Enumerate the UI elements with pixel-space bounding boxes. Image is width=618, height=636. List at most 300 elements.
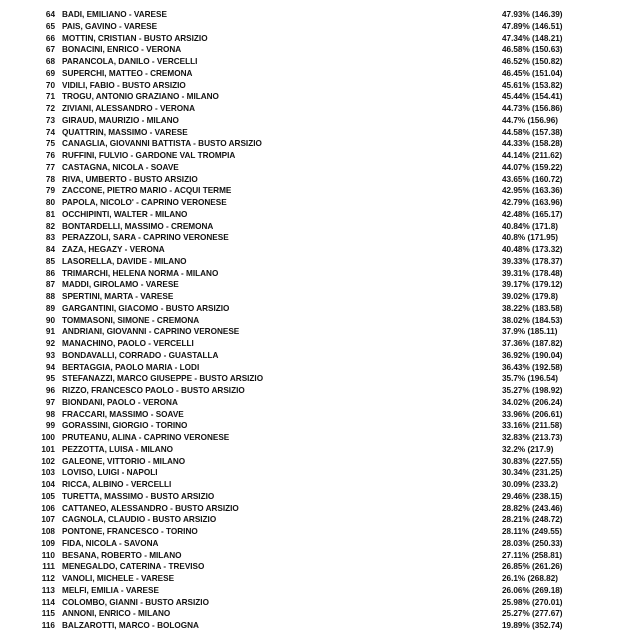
competitor-cell (62, 80, 186, 92)
competitor-city: MILANO (146, 115, 179, 125)
table-row (0, 221, 618, 233)
competitor-city: MILANO (152, 456, 186, 466)
table-row (0, 244, 618, 256)
competitor-name: GALEONE, VITTORIO (62, 456, 146, 466)
competitor-city: MILANO (149, 550, 182, 560)
rank-cell: 81 (45, 209, 55, 219)
name-city-separator: - (147, 127, 155, 137)
name-city-separator: - (136, 433, 144, 442)
competitor-name: RICCA, ALBINO (62, 480, 124, 489)
score-cell: 44.33% (158.28) (502, 139, 563, 149)
name-city-separator: - (167, 503, 176, 513)
rank-cell: 87 (45, 280, 55, 290)
table-row (0, 608, 618, 620)
competitor-name: BERTAGGIA, PAOLO MARIA (62, 362, 173, 372)
rank-cell: 115 (41, 609, 55, 619)
competitor-name: BONDAVALLI, CORRADO (62, 350, 162, 360)
name-city-separator: - (172, 362, 180, 372)
name-city-separator: - (173, 386, 182, 395)
score-cell: 44.14% (211.62) (502, 151, 563, 160)
competitor-name: QUATTRIN, MASSIMO (62, 127, 148, 137)
score-cell: 47.89% (146.51) (502, 21, 563, 31)
competitor-name: ZIVIANI, ALESSANDRO (62, 104, 153, 113)
competitor-cell (62, 573, 174, 585)
table-row (0, 303, 618, 315)
score-cell: 33.16% (211.58) (502, 421, 563, 431)
name-city-separator: - (147, 209, 156, 219)
name-city-separator: - (116, 21, 125, 31)
rank-cell: 95 (45, 374, 55, 384)
table-row (0, 338, 618, 350)
table-row (0, 21, 618, 33)
competitor-city: MILANO (154, 256, 187, 266)
competitor-cell (62, 373, 263, 385)
score-cell: 39.02% (179.8) (502, 292, 558, 301)
name-city-separator: - (133, 198, 142, 207)
table-row (0, 385, 618, 397)
competitor-name: FIDA, NICOLA (62, 538, 117, 548)
competitor-name: VIDILI, FABIO (62, 80, 115, 90)
competitor-name: ZACCONE, PIETRO MARIO (62, 186, 168, 196)
competitor-city: BOLOGNA (157, 621, 199, 630)
competitor-name: RIZZO, FRANCESCO PAOLO (62, 386, 174, 395)
name-city-separator: - (139, 115, 147, 125)
name-city-separator: - (158, 527, 167, 536)
name-city-separator: - (146, 327, 154, 337)
competitor-city: BUSTO ARSIZIO (122, 80, 186, 90)
competitor-cell (62, 432, 229, 444)
table-row (0, 197, 618, 209)
competitor-name: STEFANAZZI, MARCO GIUSEPPE (62, 374, 193, 384)
competitor-city: BUSTO ARSIZIO (181, 386, 245, 395)
name-city-separator: - (167, 186, 175, 196)
competitor-city: ACQUI TERME (174, 186, 232, 196)
name-city-separator: - (163, 221, 172, 231)
competitor-name: FRACCARI, MASSIMO (62, 409, 149, 419)
competitor-city: VERCELLI (130, 480, 172, 489)
competitor-city: BUSTO ARSIZIO (198, 139, 262, 149)
table-row (0, 479, 618, 491)
table-row (0, 103, 618, 115)
competitor-city: CREMONA (171, 221, 214, 231)
competitor-name: COLOMBO, GIANNI (62, 597, 138, 607)
table-row (0, 326, 618, 338)
competitor-city: BUSTO ARSIZIO (134, 174, 198, 184)
competitor-name: PARANCOLA, DANILO (62, 57, 150, 66)
competitor-cell (62, 350, 218, 362)
name-city-separator: - (116, 538, 125, 548)
competitor-cell (62, 197, 227, 209)
table-row (0, 503, 618, 515)
table-row (0, 9, 618, 21)
score-cell: 25.98% (270.01) (502, 597, 563, 607)
rank-cell: 101 (41, 444, 55, 454)
score-cell: 35.7% (196.54) (502, 374, 558, 384)
name-city-separator: - (152, 104, 160, 113)
rank-cell: 72 (45, 104, 55, 113)
table-row (0, 279, 618, 291)
name-city-separator: - (145, 456, 153, 466)
competitor-cell (62, 185, 231, 197)
competitor-cell (62, 620, 199, 632)
competitor-name: PEZZOTTA, LUISA (62, 444, 134, 454)
competitor-name: MELFI, EMILIA (62, 585, 119, 595)
name-city-separator: - (137, 597, 146, 607)
score-cell: 38.22% (183.58) (502, 303, 563, 313)
rank-cell: 96 (45, 386, 55, 395)
competitor-name: CASTAGNA, NICOLA (62, 162, 144, 172)
competitor-city: BUSTO ARSIZIO (199, 374, 264, 384)
name-city-separator: - (126, 174, 135, 184)
name-city-separator: - (146, 256, 155, 266)
score-cell: 47.93% (146.39) (502, 10, 563, 19)
rank-cell: 93 (45, 350, 55, 360)
table-row (0, 620, 618, 632)
competitor-cell (62, 127, 188, 139)
table-row (0, 56, 618, 68)
competitor-city: VERONA (159, 104, 195, 113)
rank-cell: 84 (45, 245, 55, 254)
competitor-name: VANOLI, MICHELE (62, 574, 134, 583)
score-cell: 44.7% (156.96) (502, 115, 558, 125)
competitor-city: VERONA (146, 45, 182, 55)
competitor-name: MOTTIN, CRISTIAN (62, 33, 137, 43)
competitor-city: VERCELLI (153, 339, 194, 348)
competitor-city: CAPRINO VERONESE (143, 433, 230, 442)
table-row (0, 573, 618, 585)
competitor-cell (62, 585, 159, 597)
score-cell: 42.95% (163.36) (502, 186, 563, 196)
name-city-separator: - (148, 409, 156, 419)
competitor-cell (62, 338, 194, 350)
rank-cell: 98 (45, 409, 55, 419)
competitor-city: GARDONE VAL TROMPIA (135, 151, 236, 160)
competitor-cell (62, 103, 195, 115)
competitor-cell (62, 291, 173, 303)
competitor-name: BADI, EMILIANO (62, 10, 127, 19)
competitor-name: ANDRIANI, GIOVANNI (62, 327, 147, 337)
competitor-cell (62, 397, 178, 409)
competitor-name: SPERTINI, MARTA (62, 292, 133, 301)
name-city-separator: - (141, 550, 150, 560)
competitor-cell (62, 491, 214, 503)
name-city-separator: - (178, 268, 187, 278)
rank-cell: 65 (45, 21, 55, 31)
name-city-separator: - (158, 303, 166, 313)
score-cell: 36.92% (190.04) (502, 350, 563, 360)
name-city-separator: - (149, 315, 157, 325)
name-city-separator: - (133, 574, 141, 583)
competitor-name: ANNONI, ENRICO (62, 609, 131, 619)
competitor-name: PAPOLA, NICOLO' (62, 198, 134, 207)
competitor-cell (62, 91, 219, 103)
rank-cell: 77 (45, 162, 55, 172)
score-cell: 39.17% (179.12) (502, 280, 563, 290)
competitor-cell (62, 221, 213, 233)
rank-cell: 91 (45, 327, 55, 337)
name-city-separator: - (126, 10, 134, 19)
score-cell: 40.8% (171.95) (502, 233, 558, 243)
competitor-cell (62, 514, 216, 526)
competitor-city: BUSTO ARSIZIO (150, 491, 215, 501)
competitor-cell (62, 444, 173, 456)
score-cell: 38.02% (184.53) (502, 315, 563, 325)
name-city-separator: - (119, 468, 127, 478)
competitor-cell (62, 362, 199, 374)
competitor-city: BUSTO ARSIZIO (145, 597, 209, 607)
competitor-city: VARESE (133, 10, 167, 19)
table-row (0, 33, 618, 45)
rank-cell: 82 (45, 221, 55, 231)
rank-cell: 90 (45, 315, 55, 325)
score-cell: 37.9% (185.11) (502, 327, 558, 337)
table-row (0, 444, 618, 456)
name-city-separator: - (135, 233, 144, 243)
name-city-separator: - (192, 374, 200, 384)
name-city-separator: - (149, 621, 158, 630)
rank-cell: 99 (45, 421, 55, 431)
competitor-name: BIONDANI, PAOLO (62, 397, 136, 407)
score-cell: 29.46% (238.15) (502, 491, 563, 501)
competitor-cell (62, 479, 171, 491)
name-city-separator: - (114, 80, 123, 90)
name-city-separator: - (145, 515, 153, 525)
name-city-separator: - (138, 45, 147, 55)
score-cell: 30.09% (233.2) (502, 480, 558, 489)
competitor-cell (62, 162, 179, 174)
score-cell: 45.44% (154.41) (502, 92, 563, 102)
competitor-cell (62, 503, 239, 515)
rank-cell: 69 (45, 68, 55, 78)
score-cell: 19.89% (352.74) (502, 621, 563, 630)
competitor-name: OCCHIPINTI, WALTER (62, 209, 148, 219)
competitor-city: VARESE (154, 127, 188, 137)
competitor-name: CANAGLIA, GIOVANNI BATTISTA (62, 139, 191, 149)
competitor-cell (62, 209, 187, 221)
competitor-name: BONTARDELLI, MASSIMO (62, 221, 164, 231)
name-city-separator: - (133, 444, 141, 454)
competitor-city: MILANO (155, 209, 188, 219)
competitor-city: BUSTO ARSIZIO (165, 303, 230, 313)
competitor-city: CAPRINO VERONESE (143, 233, 229, 243)
table-row (0, 467, 618, 479)
competitor-cell (62, 550, 182, 562)
table-row (0, 315, 618, 327)
competitor-name: PAIS, GAVINO (62, 21, 117, 31)
score-cell: 32.2% (217.9) (502, 444, 554, 454)
rank-cell: 75 (45, 139, 55, 149)
rank-cell: 103 (41, 468, 55, 478)
name-city-separator: - (149, 57, 157, 66)
rank-cell: 108 (41, 527, 55, 536)
rank-cell: 74 (45, 127, 55, 137)
competitor-city: CAPRINO VERONESE (153, 327, 240, 337)
competitor-cell (62, 420, 187, 432)
competitor-city: VERONA (142, 397, 178, 407)
competitor-city: NAPOLI (126, 468, 158, 478)
score-cell: 42.79% (163.96) (502, 198, 563, 207)
score-cell: 44.07% (159.22) (502, 162, 563, 172)
competitor-city: BUSTO ARSIZIO (143, 33, 208, 43)
rank-cell: 94 (45, 362, 55, 372)
rank-cell: 104 (41, 480, 55, 489)
score-cell: 28.82% (243.46) (502, 503, 563, 513)
table-row (0, 232, 618, 244)
rank-cell: 113 (41, 585, 55, 595)
rank-cell: 88 (45, 292, 55, 301)
competitor-city: BUSTO ARSIZIO (175, 503, 239, 513)
competitor-city: CREMONA (150, 68, 193, 78)
competitor-cell (62, 44, 181, 56)
competitor-cell (62, 268, 218, 280)
rank-cell: 116 (41, 621, 55, 630)
rank-cell: 107 (41, 515, 55, 525)
score-cell: 44.58% (157.38) (502, 127, 563, 137)
competitor-name: MENEGALDO, CATERINA (62, 562, 162, 572)
competitor-name: TRIMARCHI, HELENA NORMA (62, 268, 179, 278)
competitor-name: CAGNOLA, CLAUDIO (62, 515, 146, 525)
score-cell: 39.31% (178.48) (502, 268, 563, 278)
score-cell: 44.73% (156.86) (502, 104, 563, 113)
score-cell: 35.27% (198.92) (502, 386, 563, 395)
score-cell: 46.58% (150.63) (502, 45, 563, 55)
competitor-cell (62, 538, 158, 550)
table-row (0, 174, 618, 186)
competitor-cell (62, 150, 235, 162)
table-row (0, 514, 618, 526)
table-row (0, 373, 618, 385)
table-row (0, 185, 618, 197)
score-cell: 45.61% (153.82) (502, 80, 563, 90)
competitor-cell (62, 9, 167, 21)
score-cell: 43.65% (160.72) (502, 174, 563, 184)
score-cell: 25.27% (277.67) (502, 609, 563, 619)
score-cell: 46.45% (151.04) (502, 68, 563, 78)
rank-cell: 102 (41, 456, 55, 466)
table-row (0, 150, 618, 162)
name-city-separator: - (132, 292, 141, 301)
competitor-name: BONACINI, ENRICO (62, 45, 139, 55)
rank-cell: 111 (42, 562, 55, 572)
competitor-cell (62, 33, 208, 45)
competitor-name: BESANA, ROBERTO (62, 550, 142, 560)
competitor-name: PONTONE, FRANCESCO (62, 527, 159, 536)
competitor-city: MILANO (186, 92, 219, 102)
rank-cell: 89 (45, 303, 55, 313)
competitor-name: LASORELLA, DAVIDE (62, 256, 147, 266)
competitor-name: RUFFINI, FULVIO (62, 151, 129, 160)
score-cell: 33.96% (206.61) (502, 409, 563, 419)
competitor-city: MILANO (186, 268, 219, 278)
competitor-name: GORASSINI, GIORGIO (62, 421, 149, 431)
rank-cell: 64 (45, 10, 55, 19)
name-city-separator: - (130, 609, 138, 619)
table-row (0, 420, 618, 432)
competitor-cell (62, 597, 209, 609)
table-row (0, 91, 618, 103)
score-cell: 34.02% (206.24) (502, 397, 563, 407)
competitor-name: BALZAROTTI, MARCO (62, 621, 150, 630)
results-list (0, 9, 618, 632)
competitor-city: VARESE (124, 21, 158, 31)
score-cell: 30.83% (227.55) (502, 456, 563, 466)
score-cell: 26.06% (269.18) (502, 585, 563, 595)
competitor-name: RIVA, UMBERTO (62, 174, 127, 184)
name-city-separator: - (148, 421, 156, 431)
rank-cell: 100 (41, 433, 55, 442)
competitor-name: TROGU, ANTONIO GRAZIANO (62, 92, 180, 102)
score-cell: 28.11% (249.55) (502, 527, 563, 536)
score-cell: 27.11% (258.81) (502, 550, 563, 560)
name-city-separator: - (122, 245, 130, 254)
score-cell: 46.52% (150.82) (502, 57, 563, 66)
table-row (0, 127, 618, 139)
rank-cell: 105 (41, 491, 55, 501)
table-row (0, 44, 618, 56)
score-cell: 26.85% (261.26) (502, 562, 563, 572)
rank-cell: 92 (45, 339, 55, 348)
competitor-city: SOAVE (155, 409, 184, 419)
score-cell: 39.33% (178.37) (502, 256, 563, 266)
competitor-name: GIRAUD, MAURIZIO (62, 115, 140, 125)
table-row (0, 409, 618, 421)
rank-cell: 79 (45, 186, 55, 196)
competitor-city: VARESE (141, 574, 175, 583)
rank-cell: 85 (45, 256, 55, 266)
score-cell: 47.34% (148.21) (502, 33, 563, 43)
competitor-city: VARESE (125, 585, 159, 595)
table-row (0, 362, 618, 374)
rank-cell: 78 (45, 174, 55, 184)
rank-cell: 110 (41, 550, 55, 560)
rank-cell: 68 (45, 57, 55, 66)
rank-cell: 66 (45, 33, 55, 43)
rank-cell: 109 (41, 538, 55, 548)
table-row (0, 585, 618, 597)
table-row (0, 550, 618, 562)
table-row (0, 268, 618, 280)
competitor-name: LOVISO, LUIGI (62, 468, 120, 478)
table-row (0, 80, 618, 92)
competitor-name: TOMMASONI, SIMONE (62, 315, 150, 325)
competitor-city: TORINO (166, 527, 198, 536)
name-city-separator: - (138, 280, 146, 290)
table-row (0, 397, 618, 409)
name-city-separator: - (128, 151, 136, 160)
table-row (0, 209, 618, 221)
name-city-separator: - (136, 33, 144, 43)
name-city-separator: - (143, 162, 151, 172)
rank-cell: 76 (45, 151, 55, 160)
competitor-cell (62, 244, 165, 256)
table-row (0, 68, 618, 80)
competitor-cell (62, 526, 198, 538)
competitor-city: TORINO (155, 421, 188, 431)
competitor-cell (62, 467, 158, 479)
competitor-city: MILANO (140, 444, 173, 454)
rank-cell: 106 (41, 503, 55, 513)
competitor-cell (62, 561, 204, 573)
rank-cell: 73 (45, 115, 55, 125)
competitor-cell (62, 68, 192, 80)
competitor-city: TREVISO (168, 562, 205, 572)
competitor-cell (62, 256, 187, 268)
score-cell: 42.48% (165.17) (502, 209, 563, 219)
table-row (0, 256, 618, 268)
score-cell: 40.84% (171.8) (502, 221, 558, 231)
competitor-city: LODI (179, 362, 200, 372)
score-cell: 28.21% (248.72) (502, 515, 563, 525)
